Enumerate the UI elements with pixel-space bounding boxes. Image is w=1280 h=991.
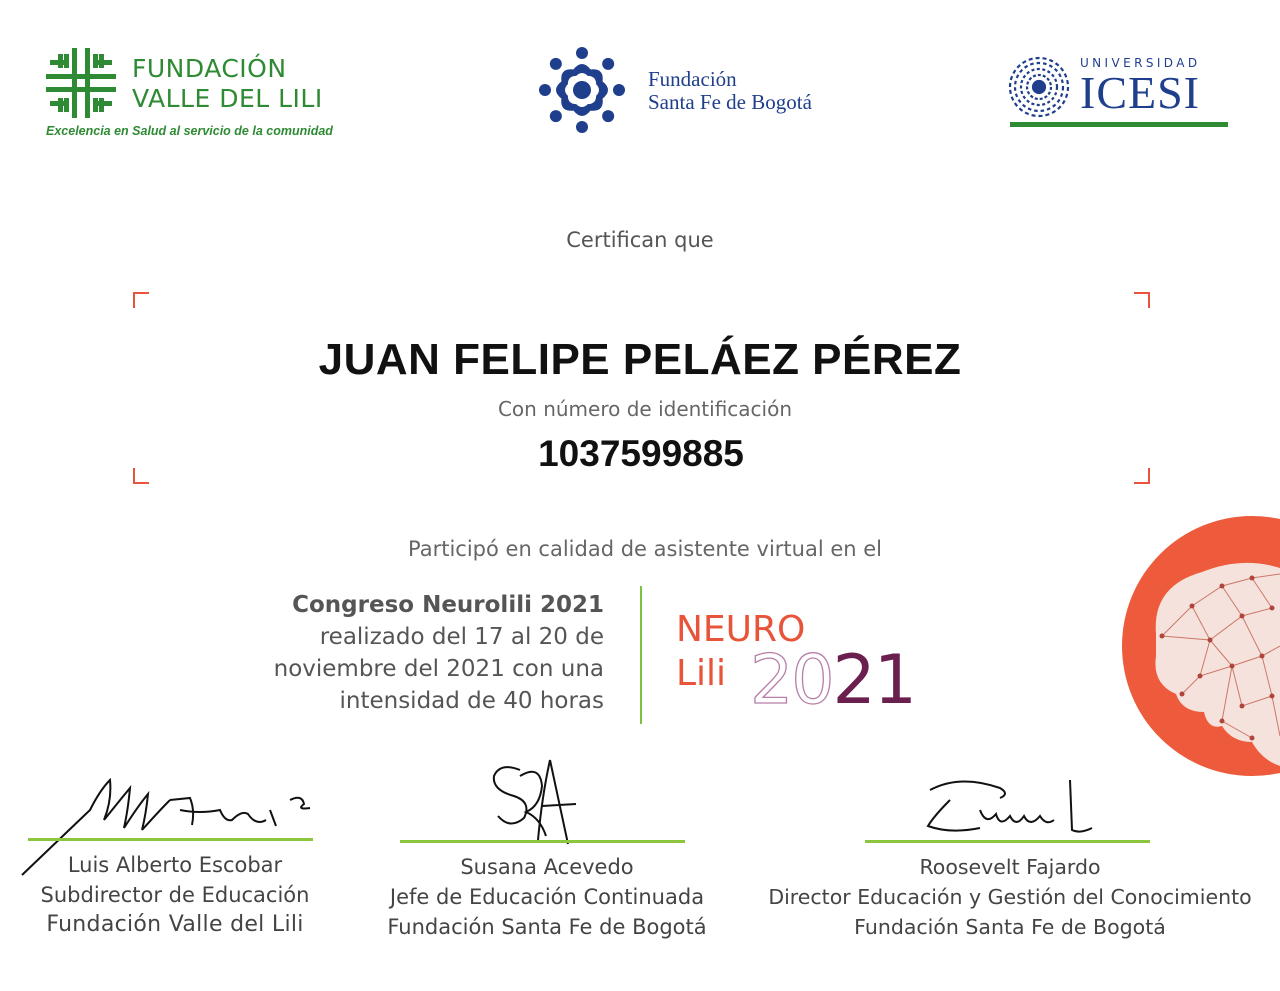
signatory-1-org: Fundación Valle del Lili bbox=[46, 912, 304, 937]
frame-corner-top-left bbox=[133, 292, 149, 308]
event-title: Congreso Neurolili 2021 bbox=[292, 592, 604, 618]
signatory-1-role: Subdirector de Educación bbox=[40, 883, 310, 907]
id-number: 1037599885 bbox=[538, 433, 744, 474]
lili-word: Lili bbox=[676, 653, 727, 694]
icesi-sunburst-icon bbox=[1008, 56, 1070, 118]
neurolili-year bbox=[750, 641, 916, 720]
logo-universidad-icesi bbox=[1008, 54, 1233, 130]
event-description bbox=[200, 589, 604, 717]
signatory-3 bbox=[752, 852, 1268, 942]
signatory-3-role: Director Educación y Gestión del Conocimiento bbox=[768, 885, 1252, 909]
signatory-2-role: Jefe de Educación Continuada bbox=[389, 885, 705, 909]
icesi-universidad: UNIVERSIDAD bbox=[1080, 56, 1201, 70]
neuro-word: NEURO bbox=[676, 609, 806, 650]
signatory-3-org: Fundación Santa Fe de Bogotá bbox=[854, 915, 1166, 939]
id-label: Con número de identificación bbox=[497, 397, 793, 421]
fsfb-line2: Santa Fe de Bogotá bbox=[648, 90, 812, 114]
icesi-name: ICESI bbox=[1080, 67, 1200, 118]
signatory-2-name: Susana Acevedo bbox=[460, 855, 634, 879]
fvl-line2: VALLE DEL LILI bbox=[132, 84, 323, 113]
fsfb-line1: Fundación bbox=[648, 67, 737, 91]
santa-fe-people-circle-icon bbox=[532, 40, 632, 140]
signatory-3-name: Roosevelt Fajardo bbox=[919, 855, 1101, 879]
event-line2: realizado del 17 al 20 de bbox=[319, 624, 604, 650]
signature-acevedo-icon bbox=[480, 756, 600, 848]
signatory-1 bbox=[0, 850, 350, 940]
fvl-line1: FUNDACIÓN bbox=[132, 54, 287, 83]
signature-line-3 bbox=[865, 840, 1150, 843]
signatory-2 bbox=[372, 852, 722, 942]
signature-fajardo-icon bbox=[920, 770, 1110, 840]
recipient-name: JUAN FELIPE PELÁEZ PÉREZ bbox=[318, 335, 962, 384]
participation-text: Participó en calidad de asistente virtual en el bbox=[408, 537, 882, 561]
event-line4: intensidad de 40 horas bbox=[339, 688, 604, 714]
neurolili-logo bbox=[676, 610, 946, 720]
logo-fundacion-santa-fe bbox=[532, 40, 832, 144]
fvl-tagline: Excelencia en Salud al servicio de la comunidad bbox=[46, 124, 333, 138]
certify-lead: Certifican que bbox=[566, 228, 714, 252]
valle-del-lili-cross-icon bbox=[44, 46, 118, 120]
icesi-green-bar bbox=[1010, 122, 1228, 127]
frame-corner-top-right bbox=[1134, 292, 1150, 308]
signature-line-2 bbox=[400, 840, 685, 843]
brain-graphic-icon bbox=[1112, 516, 1280, 780]
signatory-1-name: Luis Alberto Escobar bbox=[67, 853, 283, 877]
logo-fundacion-valle-del-lili bbox=[44, 44, 354, 144]
signature-line-1 bbox=[28, 838, 313, 841]
year-part-b: 21 bbox=[832, 641, 916, 720]
event-line3: noviembre del 2021 con una bbox=[273, 656, 604, 682]
year-part-a: 20 bbox=[750, 641, 833, 720]
event-divider bbox=[640, 586, 642, 724]
signatory-2-org: Fundación Santa Fe de Bogotá bbox=[387, 915, 707, 939]
